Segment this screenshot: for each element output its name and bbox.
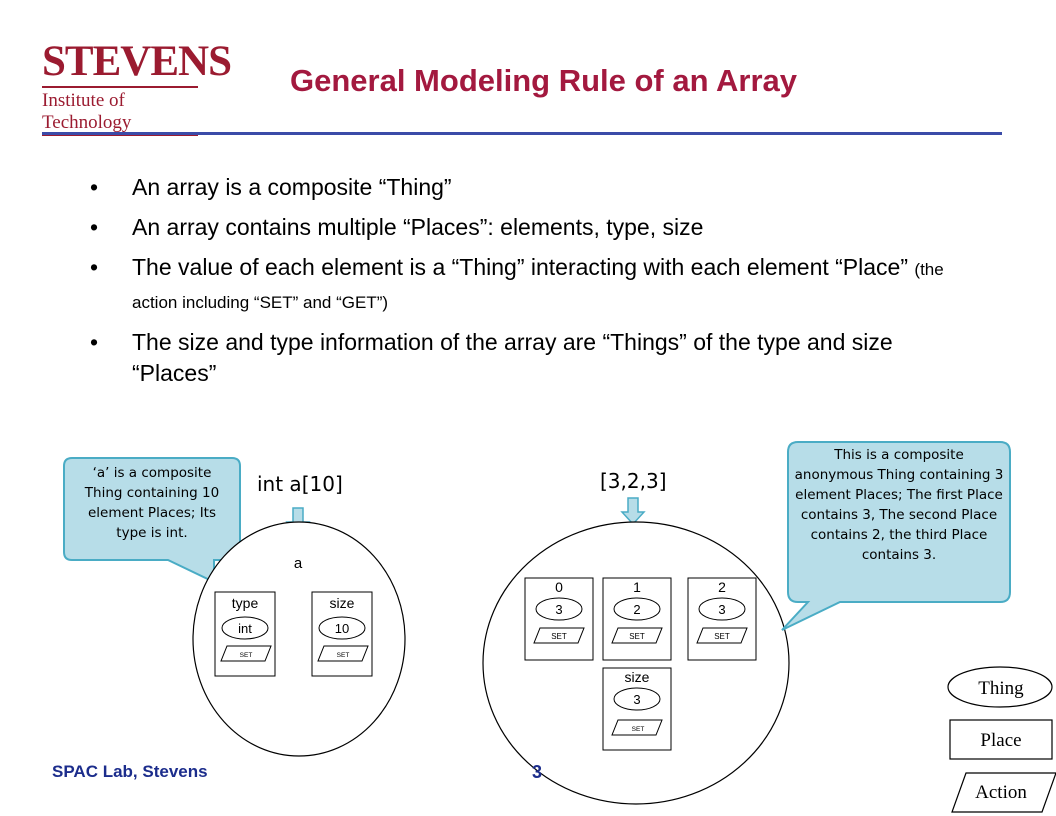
bullet-dot: •	[90, 174, 99, 200]
footer-lab: SPAC Lab, Stevens	[52, 762, 208, 781]
bullet-text: An array contains multiple “Places”: elements, type, size	[132, 214, 704, 240]
bullet-text: An array is a composite “Thing”	[132, 174, 452, 200]
place-element-0-name: 0	[555, 579, 563, 595]
legend-action-label: Action	[975, 782, 1027, 803]
slide-title: General Modeling Rule of an Array	[290, 63, 798, 98]
bullet-note: (the action including “SET” and “GET”)	[132, 260, 944, 312]
place-type-action: SET	[239, 652, 253, 659]
code-label-right: [3,2,3]	[600, 469, 667, 493]
page-number: 3	[532, 762, 543, 782]
place-element-2-name: 2	[718, 579, 726, 595]
place-type-value: int	[238, 621, 252, 636]
logo-name: STEVENS	[42, 38, 231, 85]
callout-right-text: This is a composite anonymous Thing containing 3 element Places; The first Place contains 3, The second Place contains 2, the third Place contains 3.	[794, 447, 1004, 563]
place-element-1-name: 1	[633, 579, 641, 595]
place-element-1-value: 2	[633, 602, 641, 617]
place-element-0-value: 3	[555, 602, 563, 617]
legend-thing-label: Thing	[978, 678, 1024, 699]
place-size-left-value: 10	[334, 621, 350, 636]
place-size-left-action: SET	[336, 652, 350, 659]
logo-subtitle: Institute of Technology	[42, 90, 132, 133]
callout-left-text: ‘a’ is a composite Thing containing 10 element Places; Its type is int.	[84, 465, 220, 541]
place-element-2-action: SET	[714, 632, 730, 641]
legend-place-label: Place	[980, 730, 1022, 751]
place-size-right-value: 3	[633, 692, 641, 707]
thing-anon-ellipse	[483, 522, 789, 804]
place-size-right-action: SET	[631, 726, 645, 733]
place-size-right-name: size	[624, 669, 650, 685]
bullet-dot: •	[90, 214, 99, 240]
arrow-right	[622, 498, 644, 524]
thing-a-label: a	[293, 555, 303, 572]
place-size-left-name: size	[329, 595, 355, 611]
bullet-text: The size and type information of the array are “Things” of the type and size “Places”	[132, 329, 893, 386]
place-element-1-action: SET	[629, 632, 645, 641]
code-label-left: int a[10]	[257, 472, 343, 496]
place-element-0-action: SET	[551, 632, 567, 641]
bullet-text: The value of each element is a “Thing” interacting with each element “Place”	[132, 254, 909, 280]
place-type-name: type	[231, 595, 259, 611]
bullet-dot: •	[90, 329, 99, 355]
place-element-2-value: 3	[718, 602, 726, 617]
bullet-dot: •	[90, 254, 99, 280]
